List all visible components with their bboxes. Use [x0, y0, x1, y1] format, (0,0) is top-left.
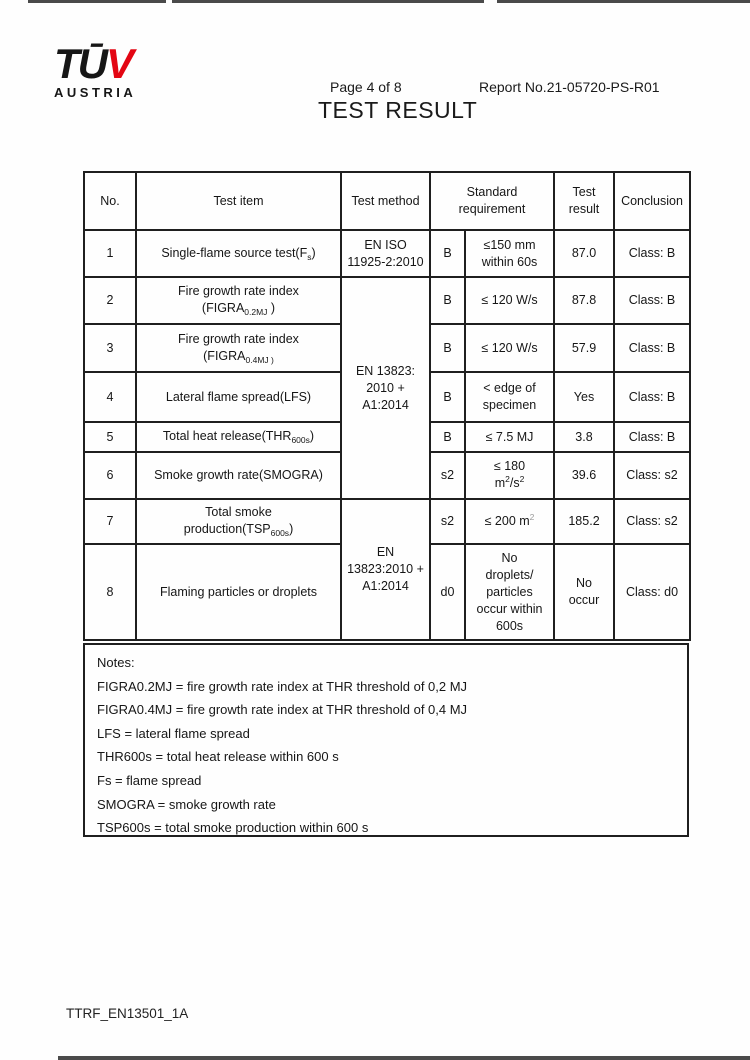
row-5-requirement: ≤ 7.5 MJ — [465, 422, 554, 452]
row-5-result: 3.8 — [554, 422, 614, 452]
row-6-requirement: ≤ 180 $m^2/s^2$ — [465, 452, 554, 499]
row-6-result: 39.6 — [554, 452, 614, 499]
note-line: THR600s = total heat release within 600 s — [97, 749, 339, 765]
note-line: FIGRA0.2MJ = fire growth rate index at THR threshold of 0,2 MJ — [97, 678, 468, 694]
row-3-result: 57.9 — [554, 324, 614, 372]
row-3-class: B — [430, 324, 465, 372]
row-4-no: 4 — [84, 372, 136, 422]
row-5-conclusion: Class: B — [614, 422, 690, 452]
row-7-result: 185.2 — [554, 499, 614, 544]
test-result-table — [83, 171, 691, 641]
scan-artifact-bottom — [58, 1056, 750, 1060]
row-4-requirement: < edge of specimen — [465, 372, 554, 422]
test-method-group-1: EN 13823: 2010 + A1:2014 — [341, 277, 430, 499]
row-8-result: No occur — [554, 544, 614, 640]
row-6-test-item: Smoke growth rate(SMOGRA) — [136, 452, 341, 499]
row-2-test-item: Fire growth rate index ($FIGRA_{0.2MJ}$ ) — [136, 277, 341, 324]
row-6-class: s2 — [430, 452, 465, 499]
row-7-requirement: ≤ 200 $m^2$ — [465, 499, 554, 544]
row-2-result: 87.8 — [554, 277, 614, 324]
col-header-standard-requirement: Standard requirement — [430, 172, 554, 230]
row-4-class: B — [430, 372, 465, 422]
row-1-requirement: ≤150 mm within 60s — [465, 230, 554, 277]
note-line: FIGRA0.4MJ = fire growth rate index at THR threshold of 0,4 MJ — [97, 702, 468, 718]
col-header-test-method: Test method — [341, 172, 430, 230]
row-1-result: 87.0 — [554, 230, 614, 277]
document-code: TTRF_EN13501_1A — [66, 1006, 189, 1021]
row-1-test-method: EN ISO 11925-2:2010 — [341, 230, 430, 277]
page-title: TEST RESULT — [318, 97, 478, 123]
row-8-conclusion: Class: d0 — [614, 544, 690, 640]
note-line: TSP600s = total smoke production within 600 s — [97, 820, 369, 836]
row-1-no: 1 — [84, 230, 136, 277]
row-2-requirement: ≤ 120 W/s — [465, 277, 554, 324]
row-2-class: B — [430, 277, 465, 324]
row-2-no: 2 — [84, 277, 136, 324]
report-number: Report No.21-05720-PS-R01 — [479, 79, 660, 95]
logo-tu: TŪ — [54, 40, 106, 87]
row-5-class: B — [430, 422, 465, 452]
table-row-7 — [84, 499, 690, 544]
table-row-2 — [84, 277, 690, 324]
table-row-1 — [84, 230, 690, 277]
note-line: Fs = flame spread — [97, 772, 202, 788]
scan-artifact-top — [172, 0, 484, 3]
row-4-test-item: Lateral flame spread(LFS) — [136, 372, 341, 422]
row-3-requirement: ≤ 120 W/s — [465, 324, 554, 372]
logo-austria-label: AUSTRIA — [54, 85, 137, 100]
col-header-no: No. — [84, 172, 136, 230]
col-header-conclusion: Conclusion — [614, 172, 690, 230]
row-5-no: 5 — [84, 422, 136, 452]
row-8-class: d0 — [430, 544, 465, 640]
row-6-no: 6 — [84, 452, 136, 499]
row-1-class: B — [430, 230, 465, 277]
row-3-conclusion: Class: B — [614, 324, 690, 372]
table-header-row — [84, 172, 690, 230]
row-3-test-item: Fire growth rate index ($FIGRA_{0.4MJ )}$ — [136, 324, 341, 372]
row-3-no: 3 — [84, 324, 136, 372]
row-6-conclusion: Class: s2 — [614, 452, 690, 499]
row-4-conclusion: Class: B — [614, 372, 690, 422]
note-line: SMOGRA = smoke growth rate — [97, 796, 276, 812]
row-2-conclusion: Class: B — [614, 277, 690, 324]
row-7-conclusion: Class: s2 — [614, 499, 690, 544]
row-8-no: 8 — [84, 544, 136, 640]
row-4-result: Yes — [554, 372, 614, 422]
page-number: Page 4 of 8 — [330, 79, 402, 95]
row-7-test-item: Total smoke $production(TSP_{600s})$ — [136, 499, 341, 544]
row-5-test-item: Total heat $release(THR_{600s})$ — [136, 422, 341, 452]
row-1-test-item: Single-flame source $test(F_s)$ — [136, 230, 341, 277]
row-8-requirement: No droplets/ particles occur within 600s — [465, 544, 554, 640]
note-line: LFS = lateral flame spread — [97, 725, 250, 741]
notes-title: Notes: — [97, 655, 135, 670]
col-header-test-item: Test item — [136, 172, 341, 230]
test-method-group-2: EN 13823:2010 + A1:2014 — [341, 499, 430, 640]
logo-v-checkmark: V — [106, 40, 133, 87]
row-1-conclusion: Class: B — [614, 230, 690, 277]
col-header-test-result: Test result — [554, 172, 614, 230]
scan-artifact-top — [497, 0, 750, 3]
row-7-class: s2 — [430, 499, 465, 544]
notes-box — [83, 643, 689, 837]
row-8-test-item: Flaming particles or droplets — [136, 544, 341, 640]
tuv-logo-word — [54, 42, 184, 86]
tuv-austria-logo — [54, 42, 184, 100]
row-7-no: 7 — [84, 499, 136, 544]
scan-artifact-top — [28, 0, 166, 3]
test-result-section — [83, 171, 689, 837]
